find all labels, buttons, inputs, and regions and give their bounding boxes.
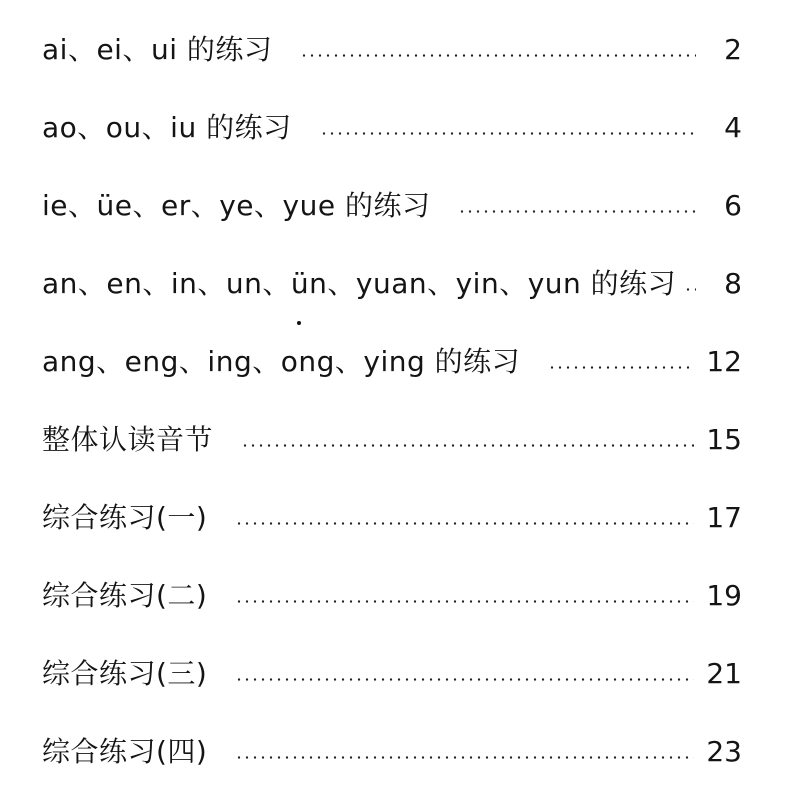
toc-entry[interactable] bbox=[42, 496, 742, 540]
dot-leader bbox=[235, 678, 694, 681]
toc-entry-title: 综合练习(二) bbox=[42, 579, 208, 612]
toc-entry[interactable] bbox=[42, 574, 742, 618]
toc-entry-page: 21 bbox=[706, 657, 742, 690]
toc-entry-page: 6 bbox=[724, 189, 742, 222]
toc-entry[interactable] bbox=[42, 184, 742, 228]
toc-entry-title: ai、ei、ui 的练习 bbox=[42, 33, 273, 66]
toc-entry[interactable] bbox=[42, 28, 742, 72]
toc-entry[interactable] bbox=[42, 652, 742, 696]
toc-entry-title: ang、eng、ing、ong、ying 的练习 bbox=[42, 345, 521, 378]
toc-entry-title: ao、ou、iu 的练习 bbox=[42, 111, 292, 144]
dot-leader bbox=[235, 600, 694, 603]
toc-entry-page: 19 bbox=[706, 579, 742, 612]
toc-entry-title: 综合练习(三) bbox=[42, 657, 208, 690]
toc-entry[interactable] bbox=[42, 730, 742, 774]
toc-entry-page: 2 bbox=[724, 33, 742, 66]
dot-leader bbox=[548, 366, 694, 369]
toc-entry-page: 4 bbox=[724, 111, 742, 144]
dot-leader bbox=[241, 444, 694, 447]
toc-entry-title: 综合练习(四) bbox=[42, 735, 208, 768]
toc-entry-page: 15 bbox=[706, 423, 742, 456]
toc-entry[interactable] bbox=[42, 340, 742, 384]
dot-leader bbox=[235, 756, 694, 759]
toc-entry[interactable] bbox=[42, 262, 742, 306]
toc-entry-title: 整体认读音节 bbox=[42, 423, 214, 456]
toc-entry-title: an、en、in、un、ün、yuan、yin、yun 的练习 bbox=[42, 267, 677, 300]
toc-entry[interactable] bbox=[42, 106, 742, 150]
dot-leader bbox=[458, 210, 696, 213]
dot-leader bbox=[235, 522, 694, 525]
toc-entry-page: 12 bbox=[706, 345, 742, 378]
toc-entry-title: 综合练习(一) bbox=[42, 501, 208, 534]
ink-speck bbox=[297, 321, 301, 325]
toc-entry-page: 23 bbox=[706, 735, 742, 768]
dot-leader bbox=[320, 132, 696, 135]
toc-entry-page: 8 bbox=[724, 267, 742, 300]
dot-leader bbox=[300, 54, 696, 57]
toc-entry-title: ie、üe、er、ye、yue 的练习 bbox=[42, 189, 431, 222]
toc-entry-page: 17 bbox=[706, 501, 742, 534]
dot-leader bbox=[684, 288, 696, 291]
toc-entry[interactable] bbox=[42, 418, 742, 462]
